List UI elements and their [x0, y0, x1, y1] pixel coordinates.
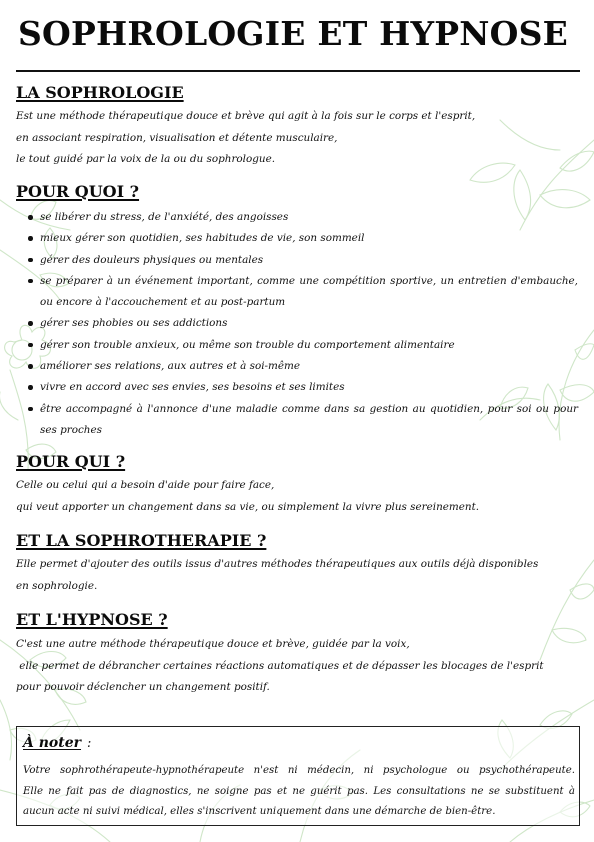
list-item: gérer ses phobies ou ses addictions — [22, 313, 578, 334]
list-item: gérer son trouble anxieux, ou même son trouble du comportement alimentaire — [22, 335, 578, 356]
paragraph-line: en associant respiration, visualisation et détente musculaire, — [16, 131, 338, 144]
bullet-icon — [28, 364, 33, 369]
paragraph-line: C'est une autre méthode thérapeutique douce et brève, guidée par la voix, — [16, 638, 410, 650]
pour-quoi-list — [22, 207, 578, 441]
heading-sophrotherapie: ET LA SOPHROTHERAPIE ? — [16, 531, 267, 550]
note-title: À noter — [23, 735, 82, 751]
bullet-icon — [28, 385, 33, 390]
note-line: Votre sophrothérapeute-hypnothérapeute n'est ni médecin, ni psychologue ou psychothérapeute. — [23, 765, 575, 776]
paragraph-line: qui veut apporter un changement dans sa vie, ou simplement la vivre plus sereinement. — [16, 500, 480, 513]
paragraph-line: elle permet de débrancher certaines réactions automatiques et de dépasser les blocages de l'esprit — [16, 659, 544, 672]
bullet-icon — [28, 236, 33, 241]
list-item: améliorer ses relations, aux autres et à soi-même — [22, 356, 578, 377]
list-item: gérer des douleurs physiques ou mentales — [22, 250, 578, 271]
bullet-icon — [28, 215, 33, 220]
paragraph-line: en sophrologie. — [16, 579, 98, 592]
pour-qui-paragraph — [16, 475, 582, 518]
note-text — [23, 761, 575, 823]
bullet-icon — [28, 343, 33, 348]
note-line: Elle ne fait pas de diagnostics, ne soigne pas et ne guérit pas. Les consultations ne se substituent à — [23, 785, 575, 797]
paragraph-line: pour pouvoir déclencher un changement positif. — [16, 681, 270, 693]
list-item: mieux gérer son quotidien, ses habitudes de vie, son sommeil — [22, 228, 578, 249]
list-item: être accompagné à l'annonce d'une maladie comme dans sa gestion au quotidien, pour soi ou pour ses proches — [22, 399, 578, 442]
heading-hypnose: ET L'HYPNOSE ? — [16, 610, 168, 629]
heading-sophrologie: LA SOPHROLOGIE — [16, 83, 184, 102]
title-divider — [16, 70, 580, 72]
list-item: se libérer du stress, de l'anxiété, des angoisses — [22, 207, 578, 228]
sophrotherapie-paragraph — [16, 554, 582, 597]
paragraph-line: le tout guidé par la voix de la ou du sophrologue. — [16, 153, 276, 165]
note-colon: : — [87, 736, 92, 751]
bullet-icon — [28, 258, 33, 263]
list-item: se préparer à un événement important, comme une compétition sportive, un entretien d'embauche, ou encore à l'accouchement et au post-partum — [22, 271, 578, 314]
heading-pour-quoi: POUR QUOI ? — [16, 182, 140, 201]
list-item: vivre en accord avec ses envies, ses besoins et ses limites — [22, 377, 578, 398]
heading-pour-qui: POUR QUI ? — [16, 452, 126, 471]
note-line: aucun acte ni suivi médical, elles s'inscrivent uniquement dans une démarche de bien-être. — [23, 806, 496, 817]
bullet-icon — [28, 407, 33, 412]
paragraph-line: Celle ou celui qui a besoin d'aide pour faire face, — [16, 479, 275, 491]
note-box — [16, 726, 580, 826]
sophrologie-paragraph — [16, 106, 582, 171]
page-title: SOPHROLOGIE ET HYPNOSE — [18, 14, 568, 53]
bullet-icon — [28, 321, 33, 326]
hypnose-paragraph — [16, 634, 582, 699]
paragraph-line: Est une méthode thérapeutique douce et brève qui agit à la fois sur le corps et l'esprit, — [16, 110, 476, 122]
bullet-icon — [28, 279, 33, 284]
paragraph-line: Elle permet d'ajouter des outils issus d'autres méthodes thérapeutiques aux outils déjà disponibles — [16, 558, 539, 570]
